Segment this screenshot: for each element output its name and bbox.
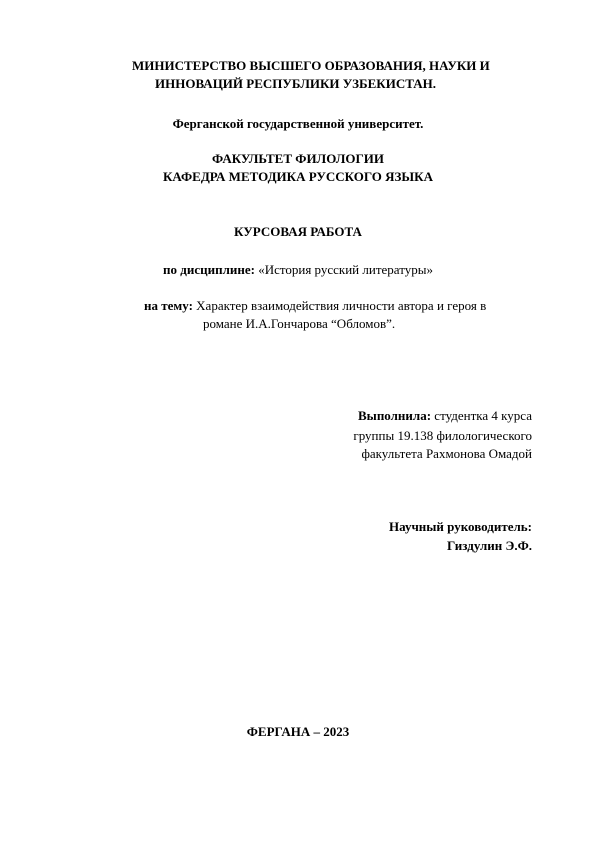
supervisor-name: Гиздулин Э.Ф.: [446, 538, 532, 553]
topic-text-1: Характер взаимодействия личности автора и героя в: [196, 298, 487, 313]
city-year: ФЕРГАНА – 2023: [246, 724, 350, 739]
author-line-3: факультета Рахмонова Омадой: [361, 446, 532, 461]
ministry-line-1: МИНИСТЕРСТВО ВЫСШЕГО ОБРАЗОВАНИЯ, НАУКИ И: [132, 58, 490, 73]
author-text-1: студентка 4 курса: [434, 408, 532, 423]
discipline-value: «История русский литературы»: [258, 262, 433, 277]
university-name: Ферганской государственной университет.: [172, 116, 424, 131]
supervisor-label: Научный руководитель:: [389, 519, 532, 534]
work-type: КУРСОВАЯ РАБОТА: [234, 224, 362, 239]
department-name: КАФЕДРА МЕТОДИКА РУССКОГО ЯЗЫКА: [162, 169, 433, 184]
author-line-2: группы 19.138 филологического: [353, 428, 532, 443]
discipline-line: [0, 262, 596, 278]
author-label: Выполнила:: [358, 408, 432, 423]
discipline-label: по дисциплине:: [163, 262, 255, 277]
topic-line-1: [144, 298, 486, 314]
topic-line-2: романе И.А.Гончарова “Обломов”.: [203, 316, 396, 331]
ministry-line-2: ИННОВАЦИЙ РЕСПУБЛИКИ УЗБЕКИСТАН.: [155, 76, 436, 91]
topic-label: на тему:: [144, 298, 193, 313]
author-line-1: [358, 408, 532, 424]
faculty-name: ФАКУЛЬТЕТ ФИЛОЛОГИИ: [211, 151, 384, 166]
